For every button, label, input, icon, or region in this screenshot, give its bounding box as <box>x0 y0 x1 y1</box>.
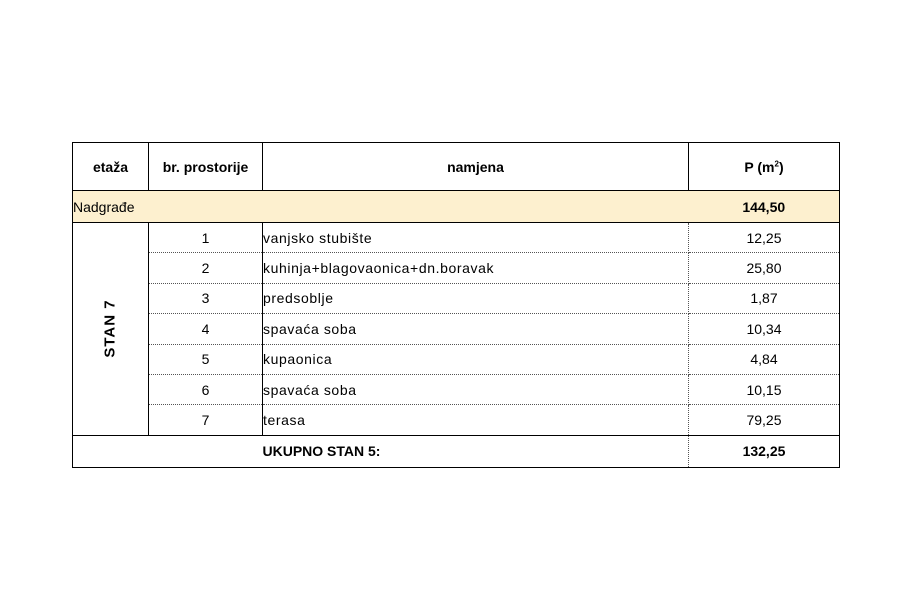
room-area: 25,80 <box>689 253 840 283</box>
room-number: 3 <box>149 283 263 313</box>
room-name: spavaća soba <box>263 374 689 404</box>
room-area: 10,34 <box>689 314 840 344</box>
table-row <box>73 314 840 344</box>
room-name: predsoblje <box>263 283 689 313</box>
room-area: 10,15 <box>689 374 840 404</box>
header-povrsina: P $(m^2)$ <box>689 143 840 191</box>
room-name: spavaća soba <box>263 314 689 344</box>
header-namjena: namjena <box>263 143 689 191</box>
section-name: Nadgrađe <box>73 191 689 223</box>
table-row <box>73 253 840 283</box>
room-name: vanjsko stubište <box>263 223 689 253</box>
table-row <box>73 405 840 435</box>
table-row <box>73 283 840 313</box>
total-row <box>73 435 840 467</box>
section-row <box>73 191 840 223</box>
room-name: terasa <box>263 405 689 435</box>
room-area: 79,25 <box>689 405 840 435</box>
table-row <box>73 223 840 253</box>
table-row <box>73 374 840 404</box>
header-etaza: etaža <box>73 143 149 191</box>
room-number: 6 <box>149 374 263 404</box>
room-name: kuhinja+blagovaonica+dn.boravak <box>263 253 689 283</box>
table-row <box>73 344 840 374</box>
room-number: 5 <box>149 344 263 374</box>
total-blank <box>73 435 263 467</box>
group-label: STAN 7 <box>101 299 119 358</box>
total-area: 132,25 <box>689 435 840 467</box>
section-area: 144,50 <box>689 191 840 223</box>
room-number: 4 <box>149 314 263 344</box>
room-area: 1,87 <box>689 283 840 313</box>
group-label-cell <box>73 223 149 436</box>
room-number: 1 <box>149 223 263 253</box>
total-label: UKUPNO STAN 5: <box>263 435 689 467</box>
room-name: kupaonica <box>263 344 689 374</box>
header-row <box>73 143 840 191</box>
room-area-table <box>72 142 840 468</box>
room-area: 12,25 <box>689 223 840 253</box>
header-br-prostorije: br. prostorije <box>149 143 263 191</box>
room-number: 2 <box>149 253 263 283</box>
room-area: 4,84 <box>689 344 840 374</box>
room-number: 7 <box>149 405 263 435</box>
